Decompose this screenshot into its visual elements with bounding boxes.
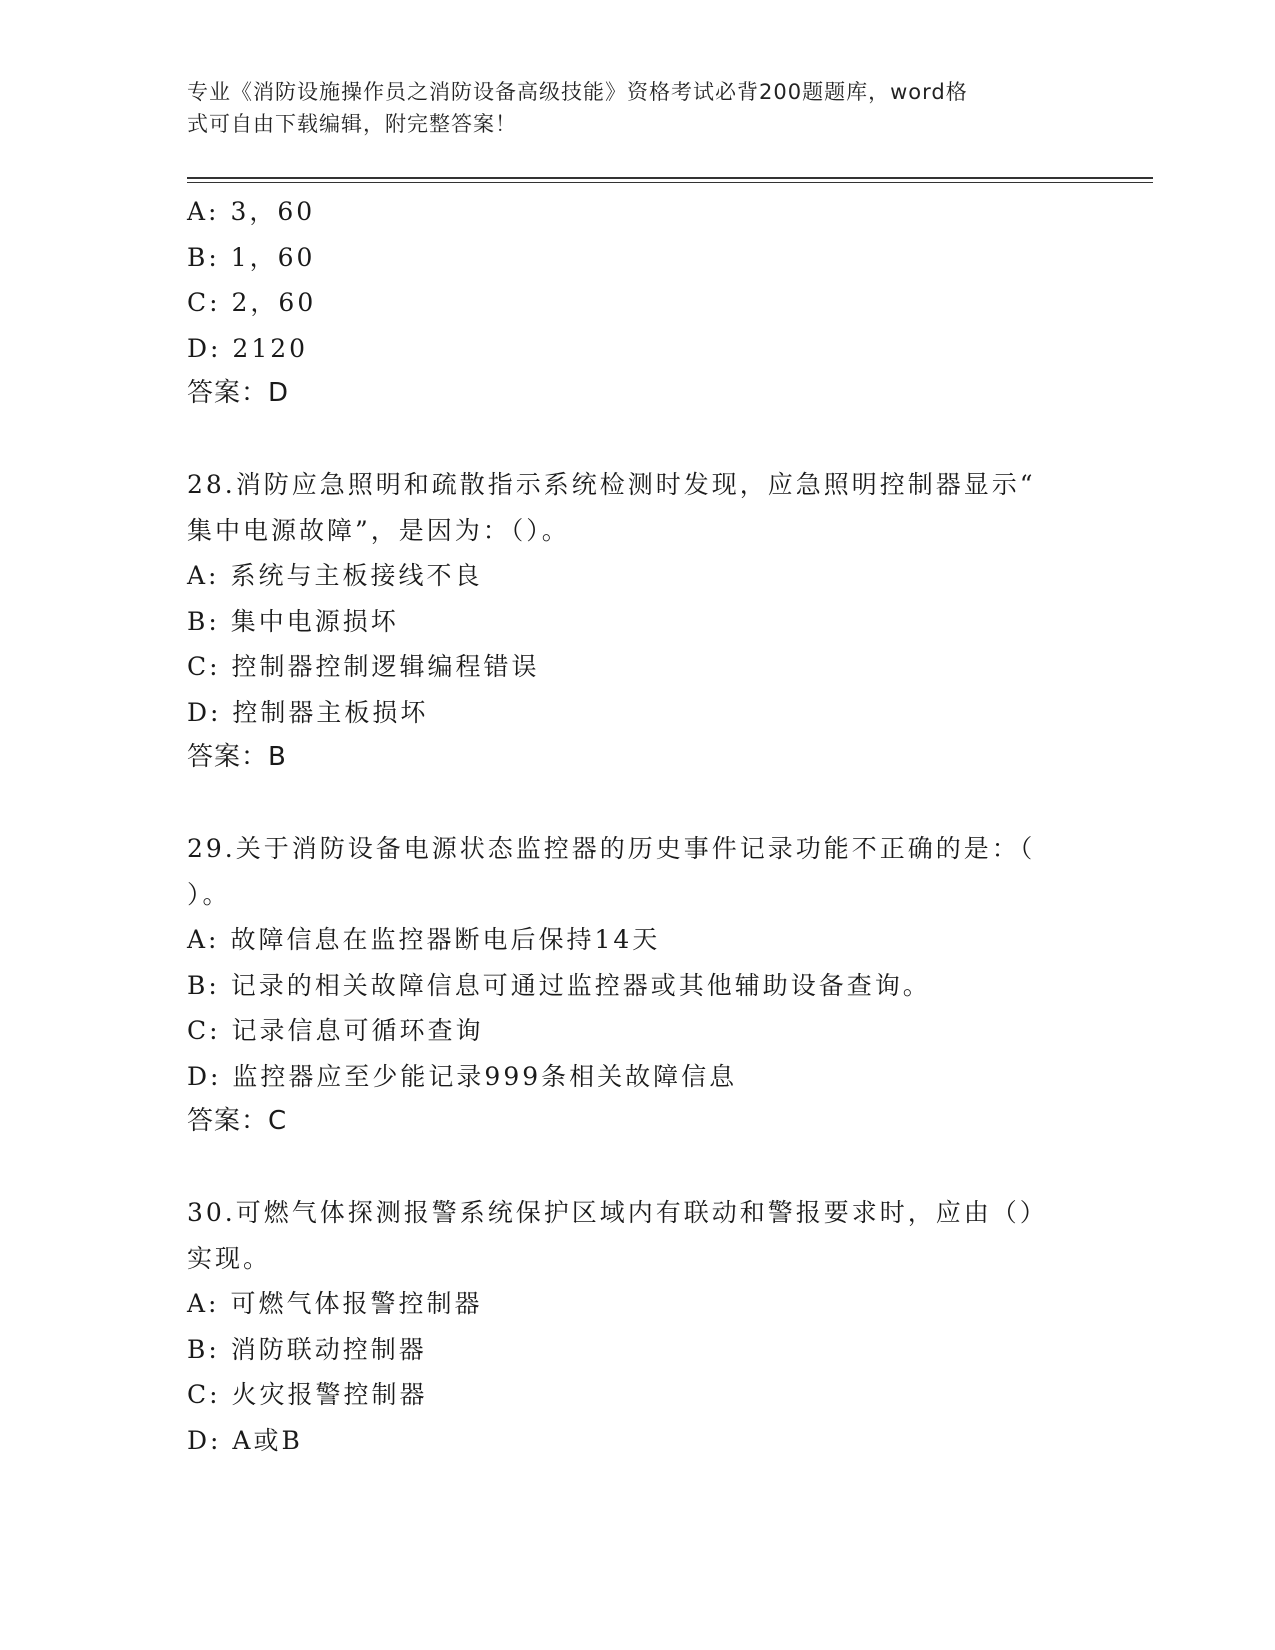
header-line-2: 式可自由下载编辑，附完整答案！	[187, 112, 517, 136]
question-list	[187, 189, 1087, 1463]
header-rule-thin	[187, 182, 1153, 183]
option-c: C: 火灾报警控制器	[187, 1380, 428, 1409]
answer-line: 答案：D	[187, 378, 290, 408]
question-stem-line-2: ）。	[187, 879, 231, 909]
spacer	[187, 781, 1087, 827]
question-30	[187, 1190, 1087, 1463]
option-a: A: 系统与主板接线不良	[187, 561, 483, 590]
question-stem-line-2: 集中电源故障”，是因为：（）。	[187, 515, 570, 545]
option-a: A: 可燃气体报警控制器	[187, 1289, 483, 1318]
question-stem-line-1: 29.关于消防设备电源状态监控器的历史事件记录功能不正确的是：（	[187, 834, 1036, 863]
option-d: D: A或B	[187, 1425, 303, 1455]
question-stem-line-1: 30.可燃气体探测报警系统保护区域内有联动和警报要求时，应由（）	[187, 1198, 1048, 1227]
question-stem-line-2: 实现。	[187, 1243, 272, 1273]
option-a: A: 故障信息在监控器断电后保持14天	[187, 925, 661, 954]
option-c: C: 控制器控制逻辑编程错误	[187, 652, 540, 681]
option-d: D: 监控器应至少能记录999条相关故障信息	[187, 1061, 738, 1091]
answer-line: 答案：C	[187, 1106, 288, 1136]
question-stem-line-1: 28.消防应急照明和疏散指示系统检测时发现，应急照明控制器显示“	[187, 470, 1036, 499]
option-b: B: 记录的相关故障信息可通过监控器或其他辅助设备查询。	[187, 970, 931, 1000]
option-b: B: 消防联动控制器	[187, 1334, 427, 1364]
question-27-tail	[187, 189, 1087, 417]
option-d: D: 控制器主板损坏	[187, 697, 429, 727]
answer-line: 答案：B	[187, 742, 287, 772]
option-b: B: 1，60	[187, 242, 316, 272]
spacer	[187, 417, 1087, 463]
document-header	[187, 76, 1067, 140]
option-d: D: 2120	[187, 333, 309, 363]
option-b: B: 集中电源损坏	[187, 606, 399, 636]
option-c: C: 记录信息可循环查询	[187, 1016, 484, 1045]
question-28	[187, 462, 1087, 781]
header-line-1: 专业《消防设施操作员之消防设备高级技能》资格考试必背200题题库，word格	[187, 80, 968, 104]
option-a: A: 3，60	[187, 197, 316, 226]
spacer	[187, 1145, 1087, 1191]
option-c: C: 2，60	[187, 288, 317, 317]
question-29	[187, 826, 1087, 1145]
header-rule-thick	[187, 177, 1153, 179]
